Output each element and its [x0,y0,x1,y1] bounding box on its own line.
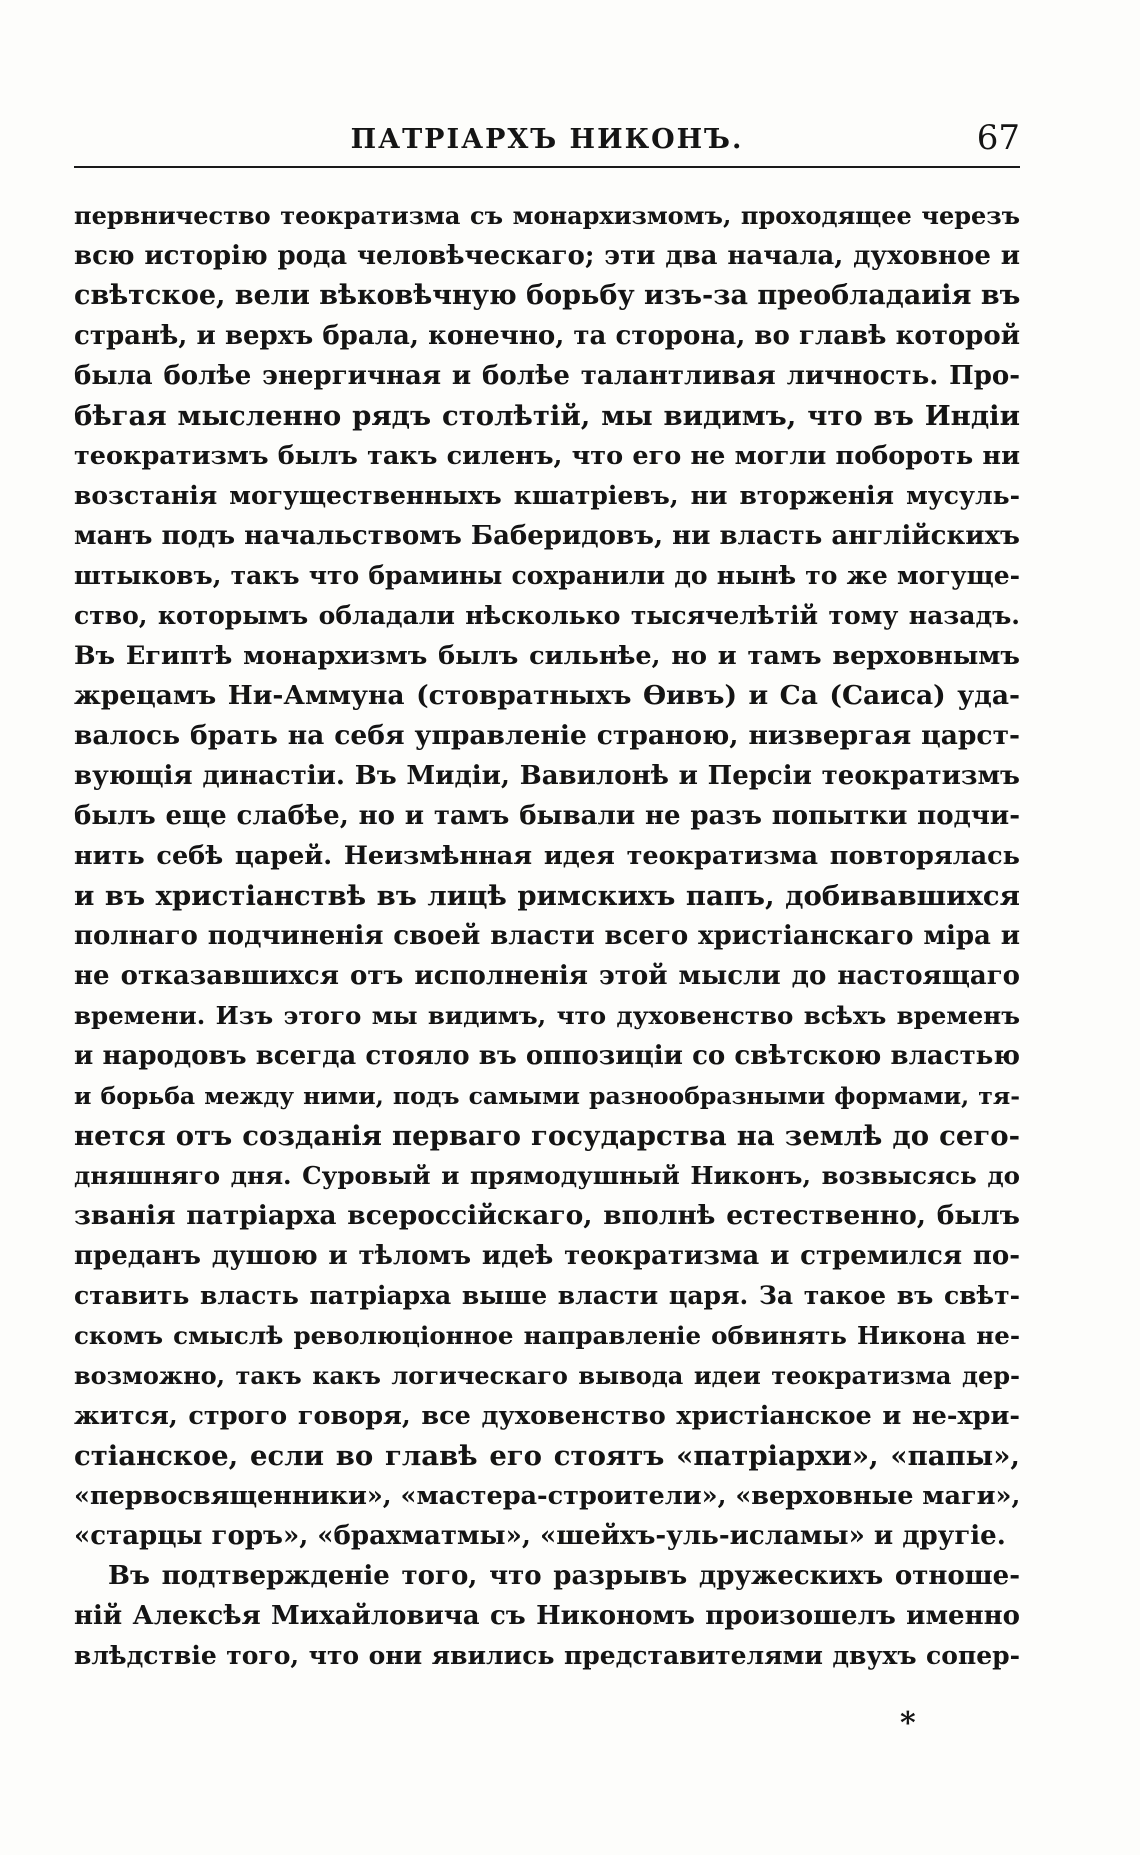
running-head [74,118,1020,166]
text-line: былъ еще слабѣе, но и тамъ бывали не разъ попытки подчи- [74,801,1020,831]
text-line: возможно, такъ какъ логическаго вывода идеи теократизма дер- [74,1361,1020,1390]
text-line: жится, строго говоря, все духовенство христіанское и не-хри- [74,1401,1020,1431]
text-line: и борьба между ними, подъ самыми разнообразными формами, тя- [74,1082,1020,1110]
text-line: не отказавшихся отъ исполненія этой мысли до настоящаго [74,961,1020,991]
text-line: «старцы горъ», «брахматмы», «шейхъ-уль-исламы» и другіе. [74,1521,1006,1551]
text-line: времени. Изъ этого мы видимъ, что духовенство всѣхъ временъ [74,1001,1020,1030]
text-line: Въ Египтѣ монархизмъ былъ сильнѣе, но и тамъ верховнымъ [74,641,1020,671]
text-line: ній Алексѣя Михайловича съ Никономъ произошелъ именно [74,1601,1020,1631]
text-line: званія патріарха всероссійскаго, вполнѣ естественно, былъ [74,1200,1020,1231]
text-line: и народовъ всегда стояло въ оппозиціи со свѣтскою властью [74,1041,1020,1071]
text-line: ставить власть патріарха выше власти царя. За такое въ свѣт- [74,1281,1020,1310]
text-line: полнаго подчиненія своей власти всего христіанскаго міра и [74,921,1020,951]
text-line: валось брать на себя управленіе страною, низвергая царст- [74,720,1020,751]
page-number: 67 [976,118,1020,158]
body-text [74,196,1020,1676]
text-line: свѣтское, вели вѣковѣчную борьбу изъ-за преобладаиія въ [74,280,1020,311]
text-line: манъ подъ начальствомъ Баберидовъ, ни власть англійскихъ [74,521,1020,551]
text-line: штыковъ, такъ что брамины сохранили до нынѣ то же могуще- [74,561,1020,590]
text-line: нется отъ созданія перваго государства на землѣ до сего- [74,1120,1020,1152]
text-line: всю исторію рода человѣческаго; эти два начала, духовное и [74,241,1020,271]
text-line: Въ подтвержденіе того, что разрывъ дружескихъ отноше- [108,1561,1020,1591]
text-line: ство, которымъ обладали нѣсколько тысячелѣтій тому назадъ. [74,601,1020,630]
text-line: была болѣе энергичная и болѣе талантливая личность. Про- [74,361,1020,391]
text-line: первничество теократизма съ монархизмомъ, проходящее черезъ [74,201,1020,230]
text-line: дняшняго дня. Суровый и прямодушный Никонъ, возвысясь до [74,1161,1020,1190]
header-rule [74,166,1020,168]
text-line: стіанское, если во главѣ его стоятъ «патріархи», «папы», [74,1440,1020,1472]
text-line: возстанія могущественныхъ кшатріевъ, ни вторженія мусуль- [74,481,1020,510]
text-line: теократизмъ былъ такъ силенъ, что его не могли побороть ни [74,441,1020,471]
text-line: вующія династіи. Въ Мидіи, Вавилонѣ и Персіи теократизмъ [74,761,1020,791]
text-line: бѣгая мысленно рядъ столѣтій, мы видимъ, что въ Индіи [74,400,1020,432]
text-line: жрецамъ Ни-Аммуна (стовратныхъ Ѳивъ) и Са (Саиса) уда- [74,680,1020,711]
signature-mark: * [900,1706,916,1741]
running-title: ПАТРІАРХЪ НИКОНЪ. [350,124,744,155]
text-line: скомъ смыслѣ революціонное направленіе обвинять Никона не- [74,1321,1020,1350]
text-line: странѣ, и верхъ брала, конечно, та сторона, во главѣ которой [74,321,1020,351]
text-line: «первосвященники», «мастера-строители», «верховные маги», [74,1481,1020,1511]
text-line: нить себѣ царей. Неизмѣнная идея теократизма повторялась [74,841,1020,871]
text-line: преданъ душою и тѣломъ идеѣ теократизма и стремился по- [74,1241,1020,1271]
text-line: и въ христіанствѣ въ лицѣ римскихъ папъ, добивавшихся [74,880,1020,912]
text-line: влѣдствіе того, что они явились представителями двухъ сопер- [74,1641,1020,1670]
